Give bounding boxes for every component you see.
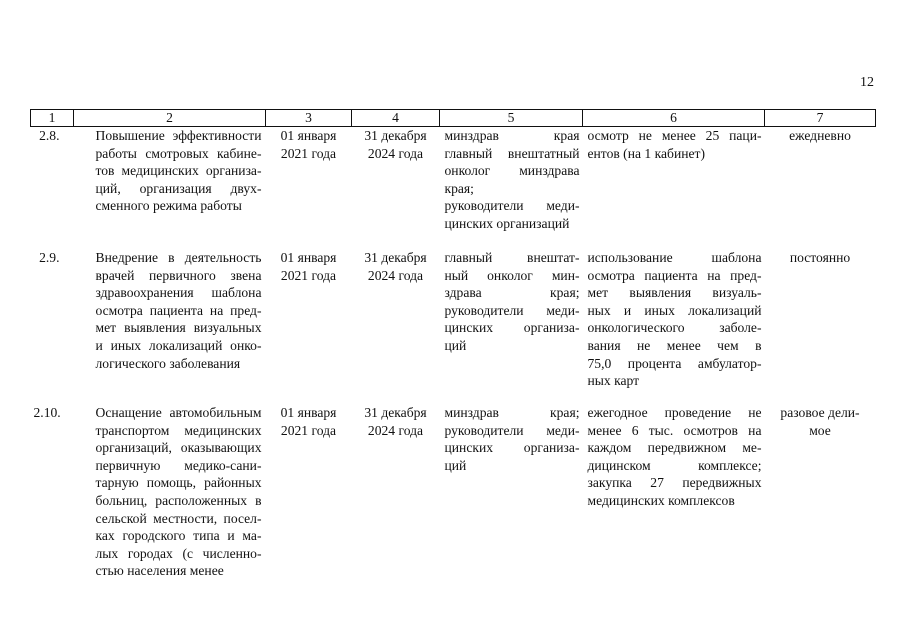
text-line: закупка 27 передвижных [587,475,762,491]
text-line: ций, организация двух- [95,180,262,196]
text-line: цинских организа- [444,320,580,336]
item-number: 2.8. [39,128,60,143]
text-line: ций [444,337,467,353]
indicator [583,404,765,580]
column-number-2: 2 [74,110,266,127]
text-line: 2021 года [280,145,337,161]
text-line: 31 декабря [364,128,427,143]
end-date [352,249,440,404]
measure-description [74,249,266,404]
start-date [266,404,352,580]
text-line: вания не менее чем в [587,337,762,353]
page-number: 12 [860,75,874,90]
text-line: использование шаблона [587,250,762,265]
text-line: руководители меди- [444,198,580,214]
text-line: ежегодное проведение не [587,405,762,420]
table-row [31,249,876,404]
column-number-7: 7 [765,110,876,127]
end-date [352,127,440,250]
item-number: 2.9. [39,250,60,265]
text-line: менее 6 тыс. осмотров на [587,422,762,438]
text-line: онкологического заболе- [587,320,762,336]
text-line: 01 января [280,250,337,265]
text-line: ций [444,457,467,473]
text-line: главный внештат- [444,250,580,265]
text-line: первичную медико-сани- [95,457,262,473]
column-number-6: 6 [583,110,765,127]
text-line: 31 декабря [364,250,427,265]
text-line: онколог минздрава [444,163,580,179]
text-line: врачей первичного звена [95,267,262,283]
text-line: 2024 года [367,267,424,283]
measure-description [74,127,266,250]
start-date [266,127,352,250]
text-line: осмотра пациента на пред- [95,302,262,318]
text-line: ежедневно [789,128,851,143]
text-line: 2021 года [280,267,337,283]
end-date [352,404,440,580]
text-line: лых городах (с численно- [95,545,262,561]
text-line: цинских организаций [444,215,570,231]
text-line: 01 января [280,128,337,143]
text-line: минздрав края [444,128,580,143]
text-line: 2024 года [367,422,424,438]
text-line: Внедрение в деятельность [95,250,262,265]
text-line: осмотра пациента на пред- [587,267,762,283]
periodicity [765,249,876,404]
text-line: мет выявления визуальных [95,320,262,336]
text-line: ках городского типа и ма- [95,528,262,544]
periodicity [765,127,876,250]
text-line: Повышение эффективности [95,128,262,143]
text-line: главный внештатный [444,145,580,161]
text-line: организаций, оказывающих [95,440,262,456]
table-row [31,127,876,250]
indicator [583,249,765,404]
text-line: края; [444,180,474,196]
text-line: дицинском комплексе; [587,457,762,473]
text-line: ный онколог мин- [444,267,580,283]
column-number-4: 4 [352,110,440,127]
text-line: здрава края; [444,285,580,301]
responsible [440,249,583,404]
text-line: больниц, расположенных в [95,492,262,508]
text-line: ных и иных локализаций [587,302,762,318]
text-line: ных карт [587,373,640,389]
text-line: руководители меди- [444,302,580,318]
text-line: минздрав края; [444,405,580,420]
responsible [440,127,583,250]
text-line: здравоохранения шаблона [95,285,262,301]
text-line: тарную помощь, районных [95,475,262,491]
text-line: мое [809,422,831,438]
text-line: мет выявления визуаль- [587,285,762,301]
indicator [583,127,765,250]
text-line: 2024 года [367,145,424,161]
text-line: транспортом медицинских [95,422,262,438]
text-line: ентов (на 1 кабинет) [587,145,706,161]
text-line: стью населения менее [95,563,224,579]
measure-description [74,404,266,580]
text-line: Оснащение автомобильным [95,405,262,420]
text-line: сменного режима работы [95,198,242,214]
text-line: 31 декабря [364,405,427,420]
column-number-3: 3 [266,110,352,127]
text-line: каждом передвижном ме- [587,440,762,456]
column-number-1: 1 [31,110,74,127]
column-number-header-row [31,110,876,127]
table-row [31,404,876,580]
text-line: логического заболевания [95,355,241,371]
text-line: 75,0 процента амбулатор- [587,355,762,371]
responsible [440,404,583,580]
text-line: работы смотровых кабине- [95,145,262,161]
text-line: и иных локализаций онко- [95,337,262,353]
text-line: 2021 года [280,422,337,438]
text-line: разовое дели- [780,405,860,420]
measures-table [30,109,876,580]
text-line: осмотр не менее 25 паци- [587,128,762,143]
column-number-5: 5 [440,110,583,127]
periodicity [765,404,876,580]
start-date [266,249,352,404]
item-number: 2.10. [33,405,61,420]
text-line: 01 января [280,405,337,420]
text-line: цинских организа- [444,440,580,456]
text-line: медицинских комплексов [587,492,735,508]
text-line: сельской местности, посел- [95,510,262,526]
text-line: тов медицинских организа- [95,163,262,179]
text-line: постоянно [789,250,851,265]
text-line: руководители меди- [444,422,580,438]
